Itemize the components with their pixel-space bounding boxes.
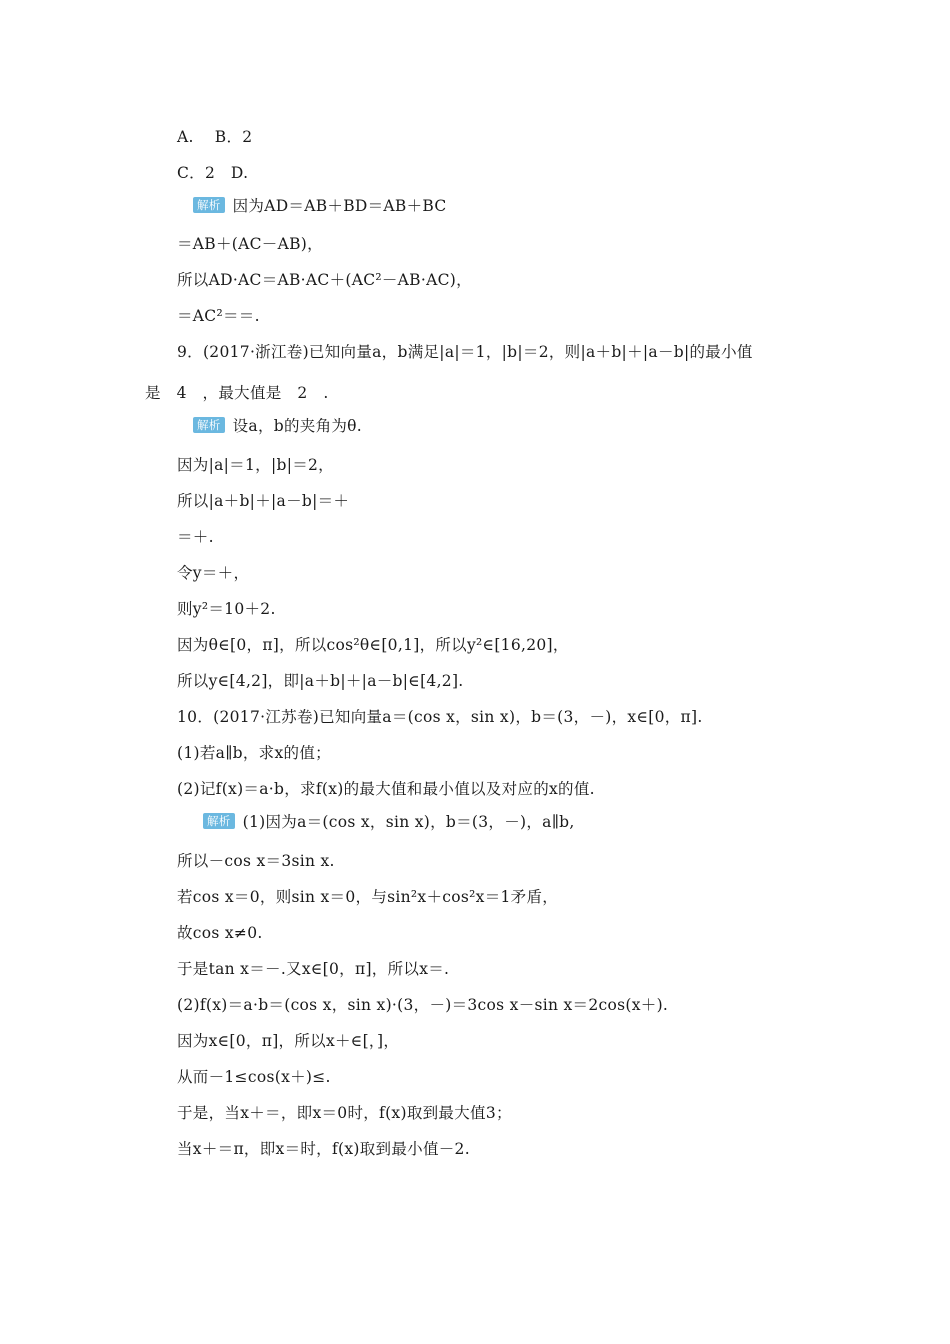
solution-10-line-1: [203, 811, 575, 833]
solution-9-line-1: [193, 415, 362, 437]
option-c-d: C．2 D.: [177, 164, 249, 182]
solution-8-line-4: ＝AC²＝＝.: [177, 307, 260, 325]
solution-10-line-2: 所以－cos x＝3sin x.: [177, 852, 335, 870]
solution-10-line-4: 故cos x≠0.: [177, 924, 263, 942]
solution-text: 设a，b的夹角为θ.: [232, 417, 363, 435]
solution-8-line-3: 所以AD·AC＝AB·AC＋(AC²－AB·AC)，: [177, 271, 472, 289]
question-9: 9．(2017·浙江卷)已知向量a，b满足|a|＝1，|b|＝2，则|a＋b|＋|a－b|的最小值: [177, 343, 753, 361]
solution-tag: 解析: [203, 813, 235, 829]
solution-tag: 解析: [193, 417, 225, 433]
solution-9-line-4: ＝＋.: [177, 528, 214, 546]
question-9-answer: 是 4 ，最大值是 2 .: [145, 384, 329, 402]
question-10-part-1: (1)若a∥b，求x的值；: [177, 744, 331, 762]
solution-9-line-7: 因为θ∈[0，π]，所以cos²θ∈[0,1]，所以y²∈[16,20]，: [177, 636, 569, 654]
solution-9-line-2: 因为|a|＝1，|b|＝2，: [177, 456, 334, 474]
solution-8-line-1: [193, 195, 447, 217]
solution-8-line-2: ＝AB＋(AC－AB)，: [177, 235, 323, 253]
solution-10-line-6: (2)f(x)＝a·b＝(cos x，sin x)·(3，－)＝3cos x－sin x＝2cos(x＋).: [177, 996, 669, 1014]
solution-9-line-5: 令y＝＋，: [177, 564, 250, 582]
solution-10-line-7: 因为x∈[0，π]，所以x＋∈[，]，: [177, 1032, 400, 1050]
solution-10-line-5: 于是tan x＝－.又x∈[0，π]，所以x＝.: [177, 960, 450, 978]
solution-text: 因为AD＝AB＋BD＝AB＋BC: [232, 197, 447, 215]
solution-9-line-3: 所以|a＋b|＋|a－b|＝＋: [177, 492, 350, 510]
solution-9-line-8: 所以y∈[4,2]，即|a＋b|＋|a－b|∈[4,2].: [177, 672, 464, 690]
option-a-b: A. B．2: [177, 128, 253, 146]
question-10-part-2: (2)记f(x)＝a·b，求f(x)的最大值和最小值以及对应的x的值.: [177, 780, 595, 798]
question-10: 10．(2017·江苏卷)已知向量a＝(cos x，sin x)，b＝(3，－)，x∈[0，π].: [177, 708, 703, 726]
solution-10-line-10: 当x＋＝π，即x＝时，f(x)取到最小值－2.: [177, 1140, 470, 1158]
solution-10-line-8: 从而－1≤cos(x＋)≤.: [177, 1068, 331, 1086]
solution-10-line-3: 若cos x＝0，则sin x＝0，与sin²x＋cos²x＝1矛盾，: [177, 888, 559, 906]
solution-tag: 解析: [193, 197, 225, 213]
solution-text: (1)因为a＝(cos x，sin x)，b＝(3，－)，a∥b,: [242, 813, 575, 831]
solution-9-line-6: 则y²＝10＋2.: [177, 600, 276, 618]
solution-10-line-9: 于是，当x＋＝，即x＝0时，f(x)取到最大值3；: [177, 1104, 512, 1122]
